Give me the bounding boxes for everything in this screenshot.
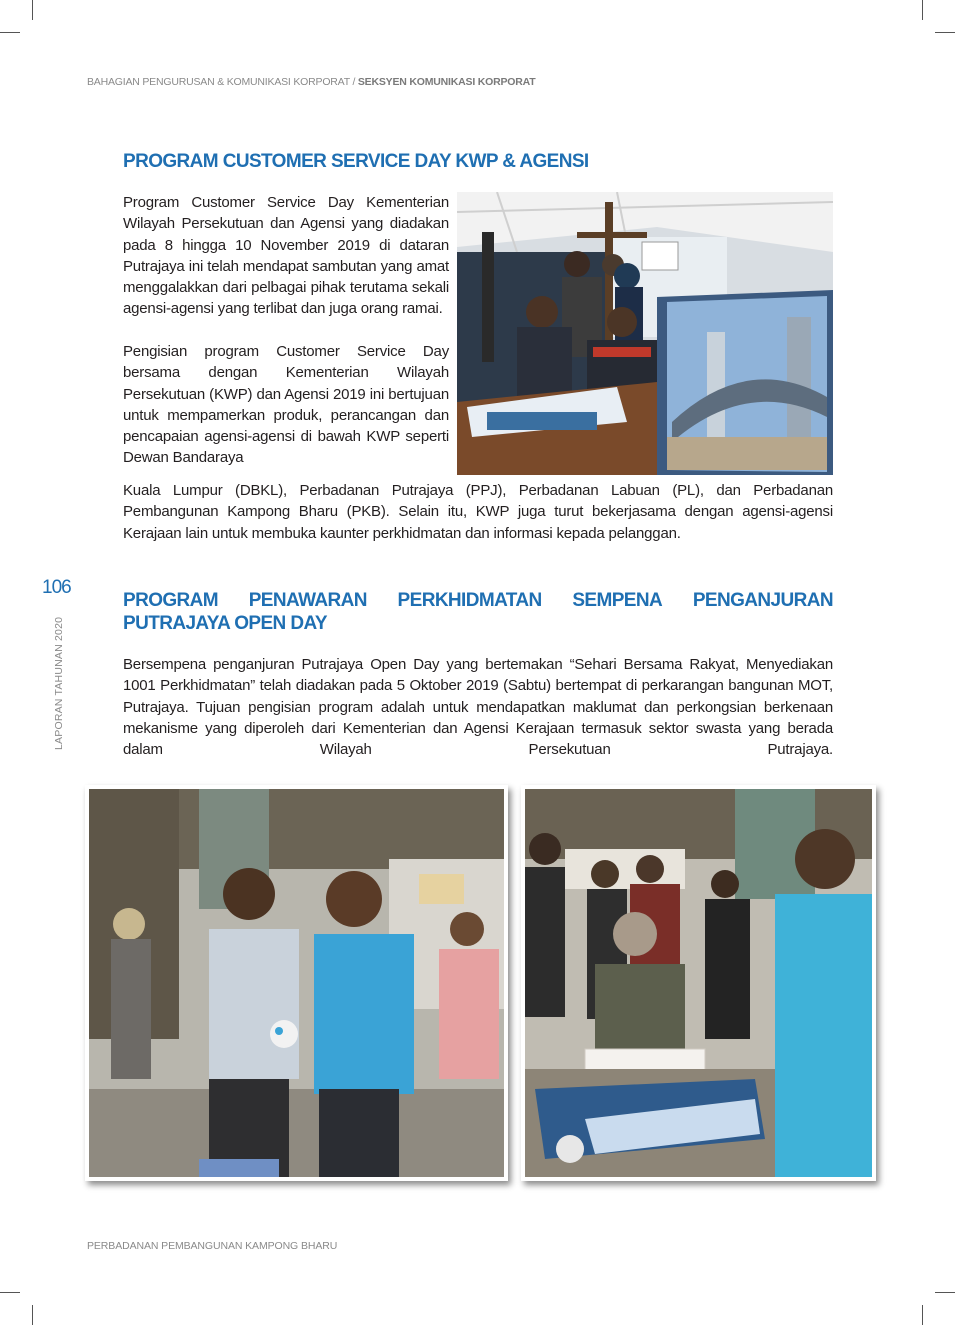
section1-paragraph2-continued: Kuala Lumpur (DBKL), Perbadanan Putrajaya (PPJ), Perbadanan Labuan (PL), dan Perbadanan Pembangunan Kampong Bharu (PKB). Selain itu, KWP juga turut bekerjasama dengan agensi-agensi Kerajaan lain untuk membuka kaunter perkhidmatan dan informasi kepada pelanggan. xyxy=(123,482,833,542)
section1-paragraph1: Program Customer Service Day Kementerian Wilayah Persekutuan dan Agensi yang diadakan pada 8 hingga 10 November 2019 di dataran Putrajaya ini telah mendapat sambutan yang amat menggalakkan dari pelbagai pihak terutama sekali agensi-agensi yang terlibat dan juga orang ramai. xyxy=(123,194,449,318)
crop-mark xyxy=(32,1305,33,1325)
title-word: PENGANJURAN xyxy=(692,590,833,611)
open-day-photo-right xyxy=(521,785,876,1181)
footer-organization: PERBADANAN PEMBANGUNAN KAMPONG BHARU xyxy=(87,1240,338,1252)
crop-mark xyxy=(0,32,20,33)
header-separator: / xyxy=(352,76,356,88)
section2-title xyxy=(123,589,833,635)
section2-title-line1 xyxy=(123,589,833,612)
section2-paragraph: Bersempena penganjuran Putrajaya Open Day yang bertemakan “Sehari Bersama Rakyat, Menyediakan 1001 Perkhidmatan” telah diadakan pada 5 Oktober 2019 (Sabtu) bertempat di perkarangan bangunan MOT, Putrajaya. Tujuan pengisian program adalah untuk mendapatkan maklumat dan perkongsian berkenaan mekanisme yang diperoleh dari Kementerian dan Agensi Kerajaan termasuk sektor swasta yang berada dalam Wilayah Persekutuan Putrajaya. xyxy=(123,656,833,759)
open-day-photo-left xyxy=(85,785,508,1181)
crop-mark xyxy=(32,0,33,20)
title-word: PERKHIDMATAN xyxy=(397,590,542,611)
crop-mark xyxy=(922,0,923,20)
crop-mark xyxy=(922,1305,923,1325)
crop-mark xyxy=(0,1292,20,1293)
report-label: LAPORAN TAHUNAN 2020 xyxy=(53,616,65,750)
crop-mark xyxy=(935,32,955,33)
section1-title: PROGRAM CUSTOMER SERVICE DAY KWP & AGENSI xyxy=(123,151,589,172)
customer-service-day-booth-photo xyxy=(457,192,833,475)
title-word: PENAWARAN xyxy=(248,590,367,611)
section1-paragraph2: Pengisian program Customer Service Day bersama dengan Kementerian Wilayah Persekutuan (KWP) dan Agensi 2019 ini bertujuan untuk mempamerkan produk, perancangan dan pencapaian agensi-agensi di bawah KWP seperti Dewan Bandaraya xyxy=(123,343,449,467)
section2-title-line2: PUTRAJAYA OPEN DAY xyxy=(123,613,327,634)
open-day-left-illustration xyxy=(89,789,504,1177)
header-section: SEKSYEN KOMUNIKASI KORPORAT xyxy=(357,76,536,88)
running-header xyxy=(87,76,535,88)
title-word: PROGRAM xyxy=(123,590,219,611)
title-word: SEMPENA xyxy=(572,590,663,611)
page-number: 106 xyxy=(42,577,71,598)
booth-photo-illustration xyxy=(457,192,833,475)
open-day-right-illustration xyxy=(525,789,872,1177)
crop-mark xyxy=(935,1292,955,1293)
header-department: BAHAGIAN PENGURUSAN & KOMUNIKASI KORPORAT xyxy=(87,76,350,88)
